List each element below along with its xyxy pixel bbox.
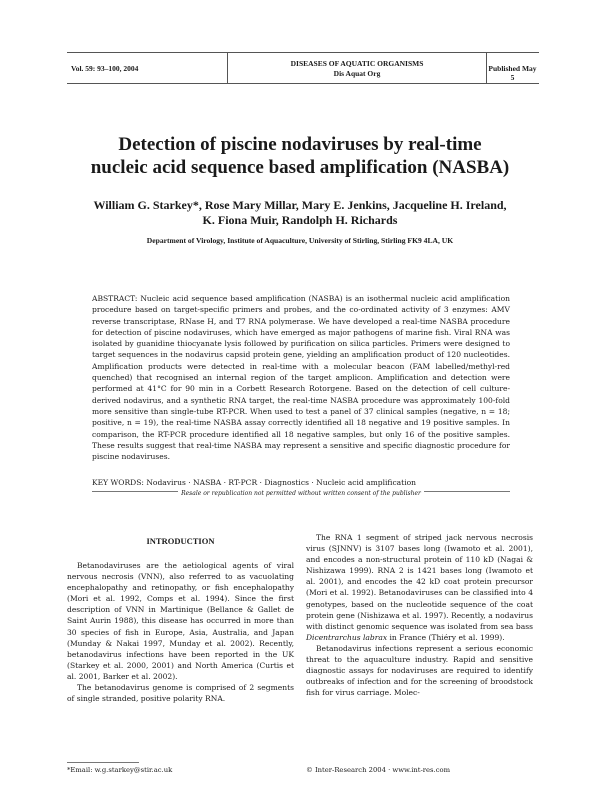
right-column (306, 532, 533, 698)
species-name: Dicentrarchus labrax (306, 632, 388, 642)
authors-line: William G. Starkey*, Rose Mary Millar, Mary E. Jenkins, Jacqueline H. Ireland, (93, 198, 507, 212)
article-title (40, 133, 560, 179)
affiliation: Department of Virology, Institute of Aquaculture, University of Stirling, Stirling FK9 4LA, UK (146, 236, 454, 245)
volume-info: Vol. 59: 93–100, 2004 (71, 64, 139, 73)
authors-line: K. Fiona Muir, Randolph H. Richards (202, 213, 398, 227)
abstract: ABSTRACT: Nucleic acid sequence based amplification (NASBA) is an isothermal nucleic acid amplification procedure based on target-specific primers and probes, and the co-ordinated activity of 3 enzymes: AMV reverse transcriptase, RNase H, and T7 RNA polymerase. We have developed a real-time NASBA procedure for detection of piscine nodaviruses, which have emerged as major pathogens of marine fish. Viral RNA was isolated by guanidine thiocyanate lysis followed by purification on silica particles. Primers were designed to target sequences in the nodavirus capsid protein gene, yielding an amplification product of 120 nucleotides. Amplification products were detected in real-time with a molecular beacon (FAM labelled/methyl-red quenched) that recognised an internal region of the target amplicon. Amplification and detection were performed at 41°C for 90 min in a Corbett Research Rotorgene. Based on the detection of cell culture-derived nodavirus, and a synthetic RNA target, the real-time NASBA procedure was approximately 100-fold more sensitive than single-tube RT-PCR. When used to test a panel of 37 clinical samples (negative, n = 18; positive, n = 19), the real-time NASBA assay correctly identified all 18 negative and 19 positive samples. In comparison, the RT-PCR procedure identified all 18 negative samples, but only 16 of the positive samples. These results suggest that real-time NASBA may represent a sensitive and specific diagnostic procedure for piscine nodaviruses. (92, 294, 510, 462)
republication-notice (92, 490, 510, 497)
paragraph-text: in France (Thiéry et al. 1999). (387, 632, 505, 642)
paragraph: The betanodavirus genome is comprised of 2 segments of single stranded, positive polarity RNA. (67, 683, 294, 704)
corresponding-email: *Email: w.g.starkey@stir.ac.uk (67, 766, 173, 774)
footnote-rule (67, 762, 139, 763)
keywords: KEY WORDS: Nodavirus · NASBA · RT-PCR · Diagnostics · Nucleic acid amplification (92, 478, 417, 487)
copyright: © Inter-Research 2004 · www.int-res.com (306, 766, 451, 774)
paragraph-text: The RNA 1 segment of striped jack nervous necrosis virus (SJNNV) is 3107 bases long (Iwamoto et al. 2001), and encodes a non-structural protein of 110 kD (Nagai & Nishizawa 1999). RNA 2 is 1421 bases long (Iwamoto et al. 2001), and encodes the 42 kD coat protein precursor (Mori et al. 1992). Betanodaviruses can be classified into 4 genotypes, based on the nucleotide sequence of the coat protein gene (Nishizawa et al. 1997). Recently, a nodavirus with distinct genomic sequence was isolated from sea bass (306, 533, 533, 631)
publication-date: Published May 5 (488, 64, 537, 82)
left-column (67, 560, 294, 704)
paragraph (306, 532, 533, 643)
journal-name: DISEASES OF AQUATIC ORGANISMS (290, 59, 424, 68)
author-list (40, 198, 560, 228)
paragraph: Betanodavirus infections represent a serious economic threat to the aquaculture industry. Rapid and sensitive diagnostic assays for nodaviruses are required to identify outbreaks of infection and for the screening of broodstock fish for virus carriage. Molec- (306, 643, 533, 698)
republication-text: Resale or republication not permitted without written consent of the publisher (178, 490, 424, 497)
title-line: nucleic acid sequence based amplification (NASBA) (90, 157, 510, 178)
journal-name-block (227, 59, 487, 79)
paragraph: Betanodaviruses are the aetiological agents of viral nervous necrosis (VNN), also referred to as vacuolating encephalopathy and retinopathy, or fish encephalopathy (Mori et al. 1992, Comps et al. 1994). Since the first description of VNN in Martinique (Bellance & Gallet de Saint Aurin 1988), this disease has occurred in more than 30 species of fish in Europe, Asia, Australia, and Japan (Munday & Nakai 1997, Munday et al. 2002). Recently, betanodavirus infections have been reported in the UK (Starkey et al. 2000, 2001) and North America (Curtis et al. 2001, Barker et al. 2002). (67, 561, 294, 681)
section-heading-introduction: INTRODUCTION (146, 536, 215, 546)
title-line: Detection of piscine nodaviruses by real-time (118, 134, 482, 155)
journal-header (67, 52, 539, 84)
journal-abbreviation: Dis Aquat Org (333, 69, 381, 78)
